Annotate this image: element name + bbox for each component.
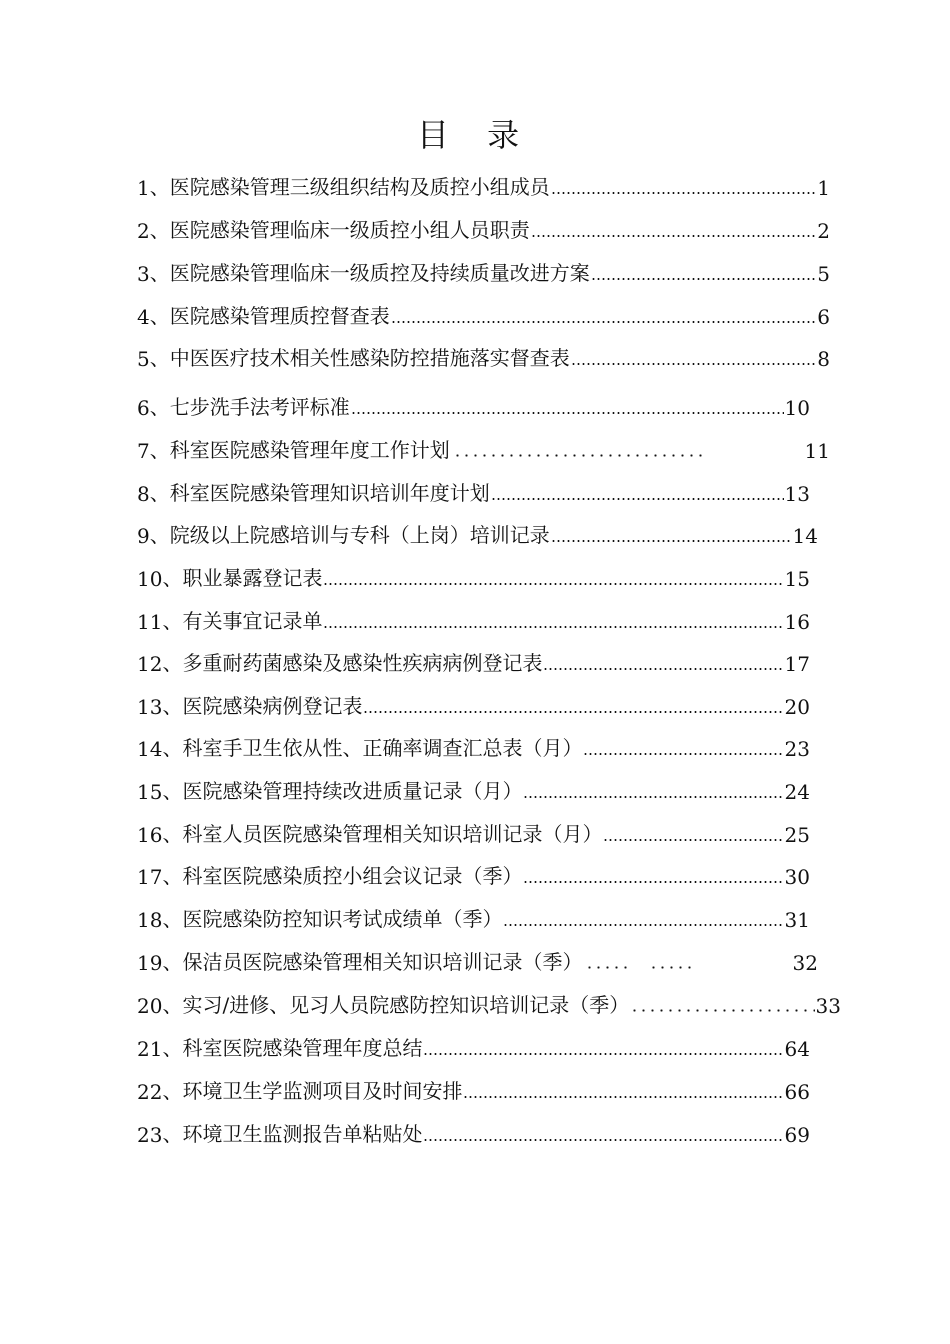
toc-entry-page: 16 — [784, 610, 810, 634]
toc-entry-label: 院级以上院感培训与专科（上岗）培训记录 — [169, 523, 550, 547]
toc-entry-page: 31 — [784, 908, 810, 932]
toc-entry-label: 环境卫生学监测项目及时间安排 — [182, 1079, 463, 1103]
toc-entry-page: 15 — [784, 567, 810, 591]
toc-entry[interactable] — [137, 685, 810, 719]
toc-entry-page: 69 — [784, 1123, 810, 1147]
toc-entry[interactable] — [137, 1070, 810, 1104]
toc-entry-label: 环境卫生监测报告单粘贴处 — [182, 1122, 423, 1146]
dot-leader — [583, 735, 783, 755]
toc-entry-page: 10 — [784, 396, 810, 420]
toc-entry-separator: 、 — [162, 651, 183, 675]
dot-leader-segment — [585, 966, 633, 969]
toc-entry-page: 14 — [792, 524, 818, 548]
dot-leader — [543, 650, 783, 670]
toc-entry-page: 2 — [817, 219, 830, 243]
toc-entry[interactable] — [137, 557, 810, 591]
toc-entry[interactable] — [137, 337, 830, 371]
toc-entry-number: 14 — [137, 737, 163, 761]
toc-entry-number: 11 — [137, 610, 163, 634]
dot-leader — [351, 394, 784, 414]
toc-entry-page: 24 — [784, 780, 810, 804]
dot-leader — [603, 821, 783, 841]
toc-entry-number: 1 — [137, 176, 150, 200]
toc-entry-number: 20 — [137, 994, 163, 1018]
dot-leader — [423, 1121, 783, 1141]
toc-entry-number: 9 — [137, 524, 150, 548]
toc-entry-page: 17 — [784, 652, 810, 676]
toc-entry[interactable] — [137, 386, 810, 420]
dot-leader-segment — [453, 454, 703, 457]
dot-leader — [323, 565, 783, 585]
toc-entry-page: 5 — [817, 262, 830, 286]
toc-entry-number: 7 — [137, 439, 150, 463]
toc-entry[interactable] — [137, 984, 841, 1018]
toc-entry[interactable] — [137, 472, 810, 506]
toc-entry-number: 5 — [137, 347, 150, 371]
toc-entry-page: 32 — [792, 951, 818, 975]
toc-entry-separator: 、 — [162, 907, 183, 931]
toc-entry-label: 中医医疗技术相关性感染防控措施落实督查表 — [169, 346, 570, 370]
toc-entry[interactable] — [137, 295, 830, 329]
toc-entry-number: 23 — [137, 1123, 163, 1147]
toc-entry-page: 30 — [784, 865, 810, 889]
toc-entry-number: 12 — [137, 652, 163, 676]
dot-leader — [323, 608, 783, 628]
dot-leader — [523, 863, 783, 883]
dot-leader — [463, 1078, 783, 1098]
toc-entry[interactable] — [137, 642, 810, 676]
toc-entry-label: 科室手卫生依从性、正确率调查汇总表（月） — [182, 736, 583, 760]
toc-entry-separator: 、 — [149, 175, 170, 199]
toc-entry-separator: 、 — [149, 395, 170, 419]
toc-entry-separator: 、 — [162, 950, 183, 974]
toc-entry-label: 科室医院感染管理年度工作计划 — [169, 438, 450, 462]
toc-entry-label: 多重耐药菌感染及感染性疾病病例登记表 — [182, 651, 543, 675]
toc-entry-label: 科室医院感染管理年度总结 — [182, 1036, 423, 1060]
toc-entry-page: 11 — [804, 439, 830, 463]
toc-entry-page: 1 — [817, 176, 830, 200]
dot-leader-segment — [649, 966, 697, 969]
toc-entry-separator: 、 — [149, 261, 170, 285]
toc-entry-number: 4 — [137, 305, 150, 329]
toc-entry-label: 科室医院感染质控小组会议记录（季） — [182, 864, 523, 888]
toc-entry[interactable] — [137, 813, 810, 847]
toc-entry-separator: 、 — [149, 304, 170, 328]
toc-entry-separator: 、 — [162, 779, 183, 803]
toc-entry-separator: 、 — [162, 609, 183, 633]
toc-entry-separator: 、 — [162, 864, 183, 888]
toc-entry-number: 16 — [137, 823, 163, 847]
toc-entry-number: 15 — [137, 780, 163, 804]
toc-entry[interactable] — [137, 166, 830, 200]
toc-entry-page: 66 — [784, 1080, 810, 1104]
toc-entry-separator: 、 — [149, 346, 170, 370]
page-title: 目 录 — [416, 116, 534, 154]
dot-leader — [630, 992, 814, 1012]
toc-entry-number: 8 — [137, 482, 150, 506]
toc-entry-separator: 、 — [162, 566, 183, 590]
toc-entry[interactable] — [137, 1027, 810, 1061]
toc-entry[interactable] — [137, 770, 810, 804]
dot-leader — [391, 303, 817, 323]
toc-entry-separator: 、 — [162, 694, 183, 718]
toc-entry[interactable] — [137, 429, 830, 463]
dot-leader — [531, 217, 817, 237]
toc-entry[interactable] — [137, 209, 830, 243]
toc-entry-number: 10 — [137, 567, 163, 591]
toc-entry[interactable] — [137, 600, 810, 634]
toc-entry-number: 6 — [137, 396, 150, 420]
toc-entry-separator: 、 — [149, 438, 170, 462]
toc-entry-label: 科室人员医院感染管理相关知识培训记录（月） — [182, 822, 603, 846]
toc-entry-separator: 、 — [162, 1036, 183, 1060]
toc-entry-page: 23 — [784, 737, 810, 761]
toc-entry-label: 有关事宜记录单 — [182, 609, 323, 633]
toc-entry-label: 医院感染管理持续改进质量记录（月） — [182, 779, 523, 803]
toc-entry-label: 七步洗手法考评标准 — [169, 395, 350, 419]
toc-entry[interactable] — [137, 514, 818, 548]
toc-entry[interactable] — [137, 898, 810, 932]
toc-entry[interactable] — [137, 855, 810, 889]
toc-entry-label: 医院感染管理质控督查表 — [169, 304, 390, 328]
toc-entry[interactable] — [137, 252, 830, 286]
toc-entry-separator: 、 — [162, 993, 183, 1017]
toc-entry-number: 21 — [137, 1037, 163, 1061]
toc-entry-page: 25 — [784, 823, 810, 847]
toc-entry-page: 20 — [784, 695, 810, 719]
toc-entry-number: 19 — [137, 951, 163, 975]
dot-leader — [551, 174, 817, 194]
toc-entry-separator: 、 — [149, 523, 170, 547]
toc-entry-separator: 、 — [162, 822, 183, 846]
toc-entry-page: 13 — [784, 482, 810, 506]
dot-leader — [451, 437, 774, 457]
dot-leader — [591, 260, 817, 280]
toc-entry-label: 医院感染病例登记表 — [182, 694, 363, 718]
toc-entry-label: 医院感染防控知识考试成绩单（季） — [182, 907, 503, 931]
toc-entry-separator: 、 — [149, 218, 170, 242]
toc-entry-label: 医院感染管理临床一级质控小组人员职责 — [169, 218, 530, 242]
dot-leader — [423, 1035, 783, 1055]
toc-entry-separator: 、 — [162, 1079, 183, 1103]
toc-entry-label: 职业暴露登记表 — [182, 566, 323, 590]
dot-leader — [503, 906, 783, 926]
toc-entry-page: 64 — [784, 1037, 810, 1061]
toc-entry[interactable] — [137, 1113, 810, 1147]
toc-entry-number: 2 — [137, 219, 150, 243]
toc-entry-number: 17 — [137, 865, 163, 889]
toc-entry-label: 医院感染管理临床一级质控及持续质量改进方案 — [169, 261, 590, 285]
toc-entry[interactable] — [137, 727, 810, 761]
toc-entry-page: 6 — [817, 305, 830, 329]
dot-leader — [491, 480, 784, 500]
toc-entry-label: 科室医院感染管理知识培训年度计划 — [169, 481, 490, 505]
dot-leader — [583, 949, 761, 969]
toc-entry-label: 医院感染管理三级组织结构及质控小组成员 — [169, 175, 550, 199]
toc-entry-label: 实习/进修、见习人员院感防控知识培训记录（季） — [182, 993, 630, 1017]
toc-entry-number: 22 — [137, 1080, 163, 1104]
toc-entry-page: 33 — [815, 994, 841, 1018]
toc-entry-label: 保洁员医院感染管理相关知识培训记录（季） — [182, 950, 583, 974]
toc-entry-number: 18 — [137, 908, 163, 932]
dot-leader — [551, 522, 792, 542]
dot-leader — [571, 345, 817, 365]
toc-entry-number: 3 — [137, 262, 150, 286]
toc-entry-separator: 、 — [162, 736, 183, 760]
toc-entry-page: 8 — [817, 347, 830, 371]
toc-entry-separator: 、 — [162, 1122, 183, 1146]
toc-entry-separator: 、 — [149, 481, 170, 505]
dot-leader — [523, 778, 783, 798]
toc-entry-number: 13 — [137, 695, 163, 719]
toc-entry[interactable] — [137, 941, 818, 975]
dot-leader — [363, 693, 783, 713]
